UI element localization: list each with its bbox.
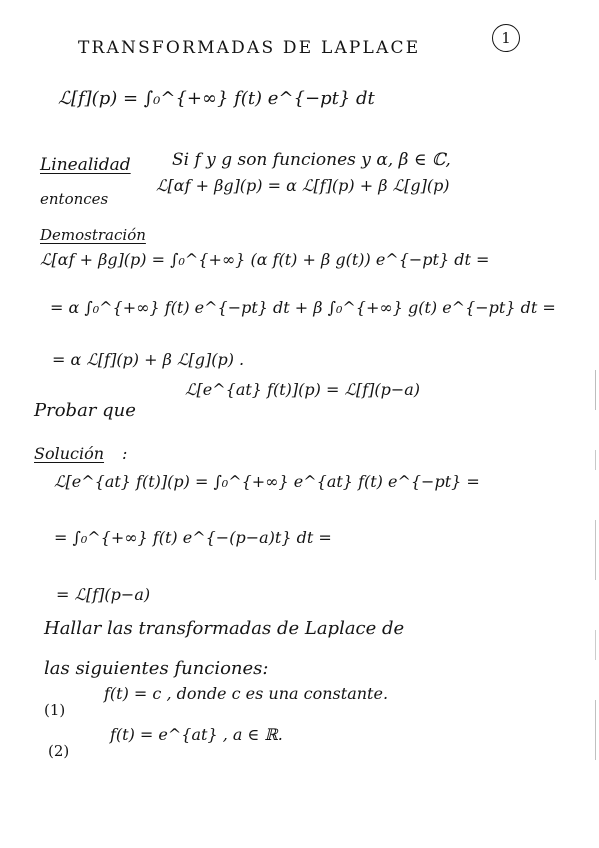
probar-formula: ℒ[e^{at} f(t)](p) = ℒ[f](p−a) [185,380,421,399]
item-2-text: f(t) = e^{at} , a ∈ ℝ. [110,725,283,744]
demostracion-line-3: = α ℒ[f](p) + β ℒ[g](p) . [52,350,245,369]
solucion-heading: Solución [34,444,105,463]
solucion-line-2: = ∫₀^{+∞} f(t) e^{−(p−a)t} dt = [54,528,332,547]
demostracion-line-2: = α ∫₀^{+∞} f(t) e^{−pt} dt + β ∫₀^{+∞} g(t) e^{−pt} dt = [50,298,556,317]
hallar-line-1: Hallar las transformadas de Laplace de [44,618,405,639]
solucion-line-1: ℒ[e^{at} f(t)](p) = ∫₀^{+∞} e^{at} f(t) e^{−pt} = [54,472,480,491]
page-title: TRANSFORMADAS DE LAPLACE [78,38,421,58]
demostracion-line-1: ℒ[αf + βg](p) = ∫₀^{+∞} (α f(t) + β g(t)) e^{−pt} dt = [40,250,490,269]
page-number-badge: 1 [492,24,520,52]
demostracion-heading: Demostración [40,226,146,244]
entonces-label: entonces [40,190,109,208]
hallar-line-2: las siguientes funciones: [44,658,269,679]
probar-label: Probar que [34,400,136,421]
item-2-number: (2) [48,742,70,760]
linearity-formula: ℒ[αf + βg](p) = α ℒ[f](p) + β ℒ[g](p) [156,176,450,195]
laplace-definition: ℒ[f](p) = ∫₀^{+∞} f(t) e^{−pt} dt [58,88,375,109]
item-1-text: f(t) = c , donde c es una constante. [104,684,389,703]
item-1-number: (1) [44,701,66,719]
solucion-line-3: = ℒ[f](p−a) [56,585,151,604]
linealidad-statement: Si f y g son funciones y α, β ∈ ℂ, [172,150,451,170]
linealidad-heading: Linealidad [40,155,131,175]
scan-edge-marks [594,370,597,790]
solucion-colon: : [122,444,128,463]
